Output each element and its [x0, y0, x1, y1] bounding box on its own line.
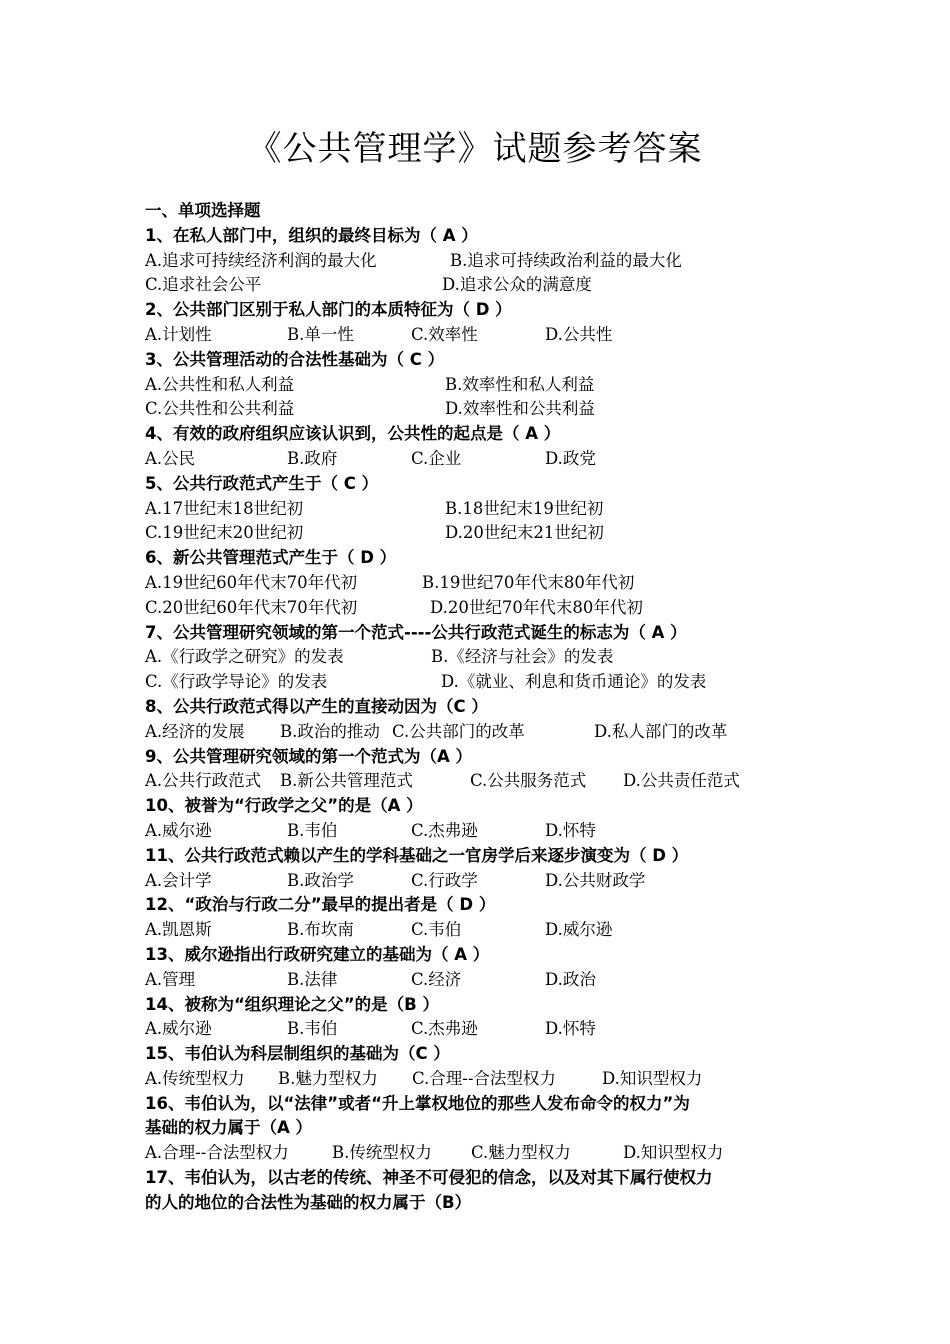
- answer-option: C.合理--合法型权力: [412, 1068, 556, 1088]
- answer-option: A.经济的发展: [145, 721, 245, 741]
- option-row: [145, 968, 825, 993]
- option-row: [145, 249, 825, 274]
- option-row: [145, 670, 825, 695]
- question-stem: 15、韦伯认为科层制组织的基础为（C ）: [145, 1044, 450, 1064]
- option-row: [145, 596, 825, 621]
- answer-option: B.法律: [287, 969, 338, 989]
- section-heading: 一、单项选择题: [145, 201, 261, 220]
- question-stem: 11、公共行政范式赖以产生的学科基础之一官房学后来逐步演变为（ D ）: [145, 845, 689, 865]
- option-row: [145, 918, 825, 943]
- answer-option: A.管理: [145, 969, 196, 989]
- question-stem: 8、公共行政范式得以产生的直接动因为（C ）: [145, 696, 488, 716]
- answer-option: B.布坎南: [287, 920, 354, 940]
- answer-option: D.追求公众的满意度: [442, 275, 592, 295]
- answer-option: D.私人部门的改革: [594, 721, 728, 741]
- answer-option: D.20世纪70年代末80年代初: [430, 597, 643, 617]
- answer-option: C.20世纪60年代末70年代初: [145, 597, 358, 617]
- answer-option: A.威尔逊: [145, 820, 212, 840]
- option-row: [145, 373, 825, 398]
- answer-option: C.公共服务范式: [470, 771, 587, 791]
- answer-option: C.经济: [411, 969, 462, 989]
- answer-option: A.《行政学之研究》的发表: [145, 647, 344, 667]
- question-list: [145, 224, 825, 1216]
- option-row: [145, 447, 825, 472]
- answer-option: B.政治学: [287, 870, 354, 890]
- answer-option: D.政治: [545, 969, 596, 989]
- answer-option: B.单一性: [287, 324, 354, 344]
- question-stem: 13、威尔逊指出行政研究建立的基础为（ A ）: [145, 944, 490, 964]
- answer-option: A.公民: [145, 448, 196, 468]
- answer-option: D.《就业、利息和货币通论》的发表: [441, 672, 707, 692]
- document-title: 《公共管理学》试题参考答案: [247, 129, 703, 169]
- answer-option: C.魅力型权力: [471, 1143, 571, 1163]
- question-stem: 1、在私人部门中，组织的最终目标为（ A ）: [145, 225, 478, 245]
- question-stem: 4、有效的政府组织应该认识到，公共性的起点是（ A ）: [145, 424, 561, 444]
- option-row: [145, 645, 825, 670]
- answer-option: C.企业: [411, 448, 462, 468]
- answer-option: D.政党: [545, 448, 596, 468]
- answer-option: A.追求可持续经济利润的最大化: [145, 250, 377, 270]
- question-stem: 14、被称为“组织理论之父”的是（B ）: [145, 994, 439, 1014]
- option-row: [145, 1017, 825, 1042]
- option-row: [145, 273, 825, 298]
- answer-option: D.威尔逊: [545, 920, 613, 940]
- document-body: [145, 199, 825, 1216]
- question-stem: 9、公共管理研究领域的第一个范式为（A ）: [145, 746, 472, 766]
- answer-option: A.凯恩斯: [145, 920, 212, 940]
- question-stem: 的人的地位的合法性为基础的权力属于（B）: [145, 1192, 472, 1212]
- answer-option: C.《行政学导论》的发表: [145, 672, 328, 692]
- answer-option: C.公共性和公共利益: [145, 399, 295, 419]
- option-row: [145, 323, 825, 348]
- answer-option: B.19世纪70年代末80年代初: [422, 572, 635, 592]
- option-row: [145, 397, 825, 422]
- answer-option: D.怀特: [545, 820, 596, 840]
- answer-option: D.公共责任范式: [623, 771, 740, 791]
- answer-option: A.威尔逊: [145, 1019, 212, 1039]
- answer-option: C.追求社会公平: [145, 275, 262, 295]
- answer-option: D.公共财政学: [545, 870, 646, 890]
- question-stem: 17、韦伯认为，以古老的传统、神圣不可侵犯的信念，以及对其下属行使权力: [145, 1168, 713, 1188]
- answer-option: B.政治的推动: [280, 721, 380, 741]
- answer-option: C.19世纪末20世纪初: [145, 523, 304, 543]
- answer-option: B.《经济与社会》的发表: [431, 647, 614, 667]
- answer-option: A.公共行政范式: [145, 771, 262, 791]
- answer-option: A.合理--合法型权力: [145, 1143, 289, 1163]
- option-row: [145, 869, 825, 894]
- answer-option: B.追求可持续政治利益的最大化: [450, 250, 682, 270]
- answer-option: D.知识型权力: [602, 1068, 703, 1088]
- answer-option: B.传统型权力: [332, 1143, 432, 1163]
- option-row: [145, 521, 825, 546]
- answer-option: C.韦伯: [411, 920, 462, 940]
- answer-option: C.杰弗逊: [411, 1019, 478, 1039]
- question-stem: 3、公共管理活动的合法性基础为（ C ）: [145, 349, 445, 369]
- answer-option: A.17世纪末18世纪初: [145, 498, 304, 518]
- answer-option: D.效率性和公共利益: [445, 399, 595, 419]
- option-row: [145, 769, 825, 794]
- answer-option: C.杰弗逊: [411, 820, 478, 840]
- answer-option: D.公共性: [545, 324, 613, 344]
- answer-option: B.政府: [287, 448, 338, 468]
- option-row: [145, 720, 825, 745]
- answer-option: B.韦伯: [287, 1019, 338, 1039]
- answer-option: A.会计学: [145, 870, 212, 890]
- answer-option: C.效率性: [411, 324, 478, 344]
- answer-option: B.效率性和私人利益: [445, 374, 595, 394]
- answer-option: A.传统型权力: [145, 1068, 245, 1088]
- question-stem: 12、“政治与行政二分”最早的提出者是（ D ）: [145, 895, 496, 915]
- answer-option: B.18世纪末19世纪初: [445, 498, 604, 518]
- question-stem: 10、被誉为“行政学之父”的是（A ）: [145, 796, 423, 816]
- answer-option: B.韦伯: [287, 820, 338, 840]
- option-row: [145, 497, 825, 522]
- answer-option: D.怀特: [545, 1019, 596, 1039]
- answer-option: B.新公共管理范式: [280, 771, 413, 791]
- option-row: [145, 1141, 825, 1166]
- answer-option: C.公共部门的改革: [392, 721, 525, 741]
- answer-option: A.公共性和私人利益: [145, 374, 295, 394]
- question-stem: 5、公共行政范式产生于（ C ）: [145, 473, 379, 493]
- option-row: [145, 571, 825, 596]
- question-stem: 基础的权力属于（A ）: [145, 1118, 313, 1138]
- option-row: [145, 819, 825, 844]
- answer-option: A.计划性: [145, 324, 212, 344]
- option-row: [145, 1067, 825, 1092]
- question-stem: 16、韦伯认为，以“法律”或者“升上掌权地位的那些人发布命令的权力”为: [145, 1093, 690, 1113]
- question-stem: 7、公共管理研究领域的第一个范式----公共行政范式诞生的标志为（ A ）: [145, 622, 687, 642]
- answer-option: D.知识型权力: [623, 1143, 724, 1163]
- answer-option: A.19世纪60年代末70年代初: [145, 572, 358, 592]
- answer-option: C.行政学: [411, 870, 478, 890]
- question-stem: 6、新公共管理范式产生于（ D ）: [145, 548, 397, 568]
- answer-option: D.20世纪末21世纪初: [445, 523, 604, 543]
- question-stem: 2、公共部门区别于私人部门的本质特征为（ D ）: [145, 300, 512, 320]
- answer-option: B.魅力型权力: [278, 1068, 378, 1088]
